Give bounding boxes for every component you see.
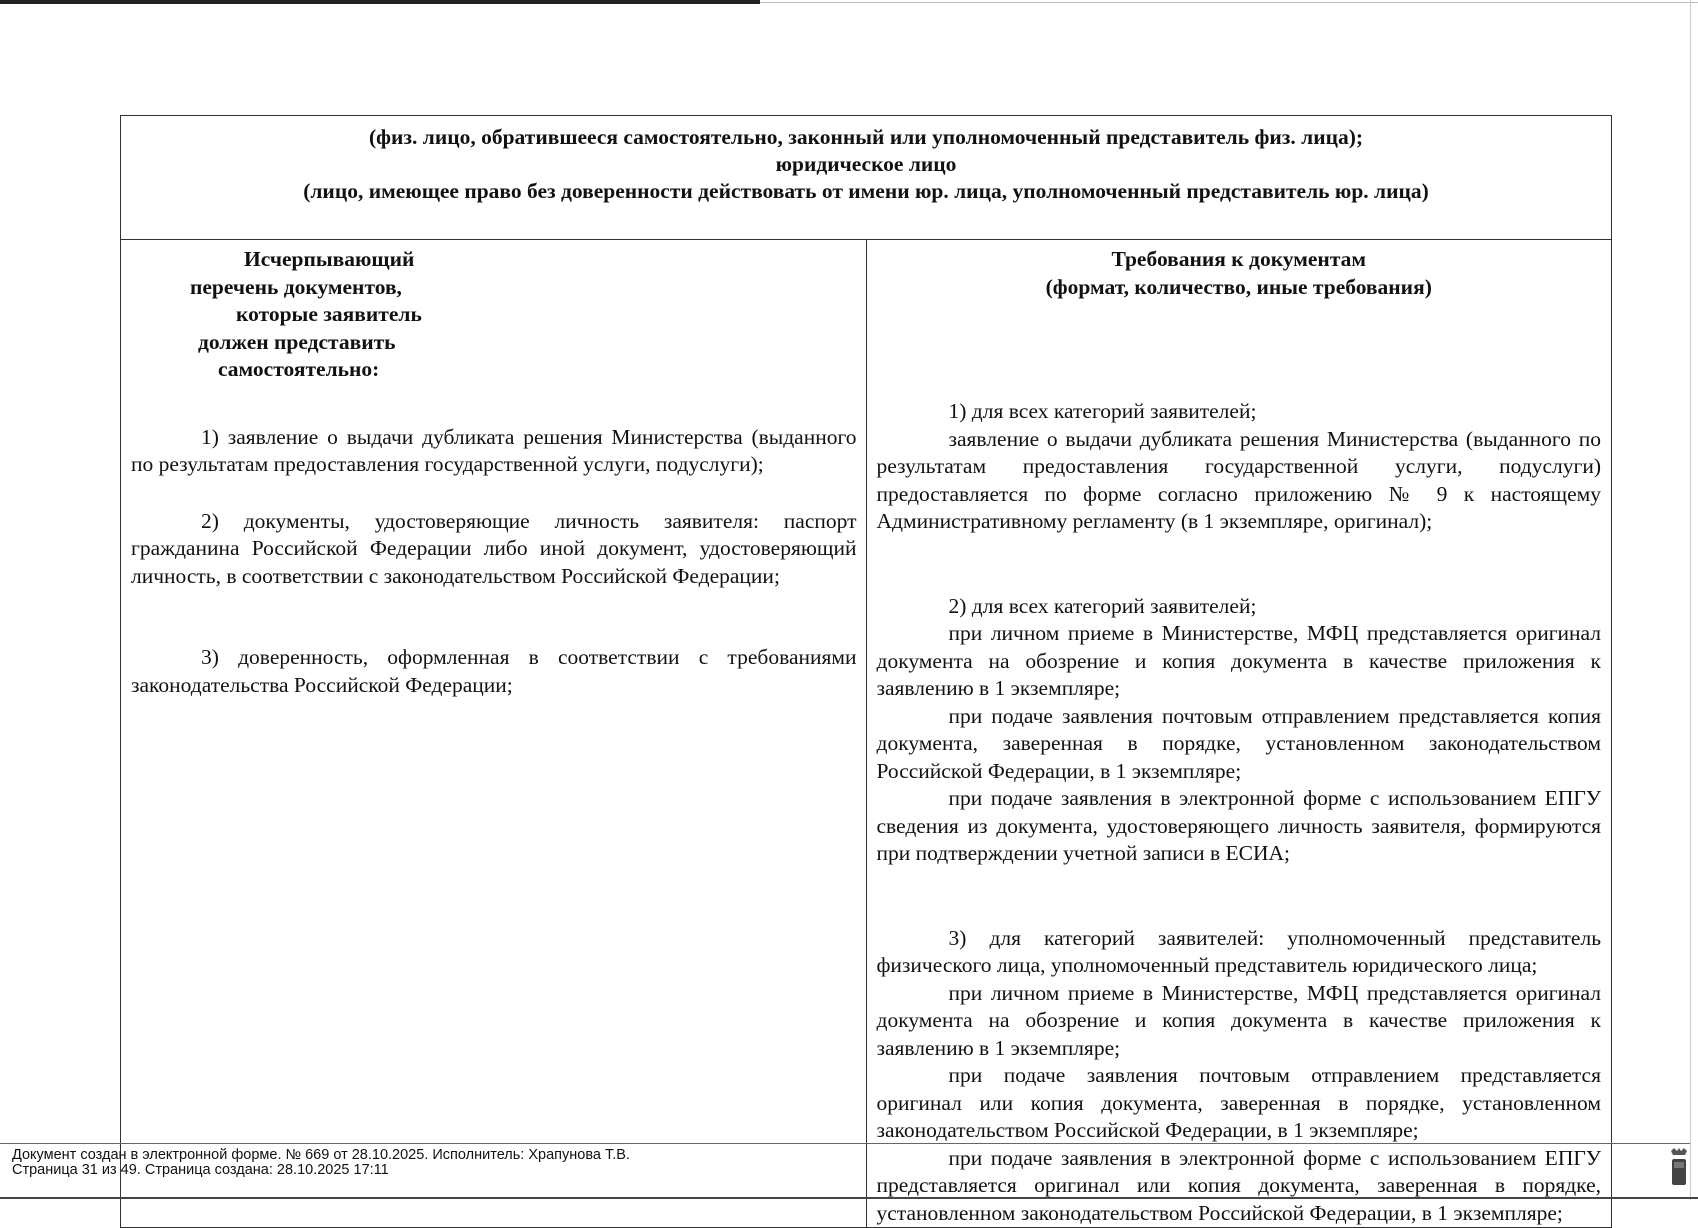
requirement-paragraph: при подаче заявления почтовым отправлением представляется оригинал или копия документа, заверенная в порядке, установленном законодательством Российской Федерации, в 1 экземпляре;	[876, 1063, 1601, 1142]
right-border-rule	[1690, 0, 1691, 1200]
title-line: которые заявитель	[236, 302, 422, 326]
document-footer	[12, 1148, 630, 1178]
requirement-block-1	[877, 398, 1602, 536]
title-line: должен представить	[198, 329, 396, 354]
table-body-row	[121, 240, 1612, 1228]
title-line: перечень документов,	[190, 274, 402, 299]
requirements-title-line-2: (формат, количество, иные требования)	[1045, 274, 1432, 299]
header-line-3: (лицо, имеющее право без доверенности действовать от имени юр. лица, уполномоченный представитель юр. лица)	[303, 179, 1429, 203]
requirements-title-line-1: Требования к документам	[1111, 247, 1367, 271]
requirement-paragraph: при личном приеме в Министерстве, МФЦ представляется оригинал документа на обозрение и копия документа в качестве приложения к заявлению в 1 экземпляре;	[876, 621, 1601, 700]
coat-of-arms-icon	[1668, 1147, 1690, 1187]
documents-list-title	[131, 246, 857, 384]
table-header-row	[121, 116, 1612, 240]
requirement-paragraph: 1) для всех категорий заявителей;	[948, 399, 1257, 423]
documents-list-cell	[121, 240, 867, 1228]
requirements-title	[877, 246, 1602, 301]
requirements-cell	[866, 240, 1612, 1228]
requirement-paragraph: заявление о выдачи дубликата решения Министерства (выданного по результатам предоставления государственной услуги, подуслуги) предоставляется по форме согласно приложению № 9 к настоящему Административному регламенту (в 1 экземпляре, оригинал);	[876, 426, 1601, 533]
header-line-2: юридическое лицо	[775, 152, 957, 176]
footer-line-1: Документ создан в электронной форме. № 669 от 28.10.2025. Исполнитель: Храпунова Т.В.	[12, 1147, 630, 1163]
requirement-paragraph: 2) для всех категорий заявителей;	[948, 593, 1257, 618]
document-item-2: 2) документы, удостоверяющие личность заявителя: паспорт гражданина Российской Федерации либо иной документ, удостоверяющий личность, в соответствии с законодательством Российской Федерации;	[131, 508, 857, 588]
requirement-block-2	[877, 593, 1602, 868]
requirement-paragraph: при подаче заявления в электронной форме с использованием ЕПГУ сведения из документа, удостоверяющего личность заявителя, формируются при подтверждении учетной записи в ЕСИА;	[876, 786, 1601, 865]
header-line-1: (физ. лицо, обратившееся самостоятельно, законный или уполномоченный представитель физ. лица);	[368, 125, 1364, 149]
applicant-category-cell	[121, 116, 1612, 240]
requirement-paragraph: при личном приеме в Министерстве, МФЦ представляется оригинал документа на обозрение и копия документа в качестве приложения к заявлению в 1 экземпляре;	[876, 980, 1601, 1060]
requirement-paragraph: при подаче заявления почтовым отправлением представляется копия документа, заверенная в порядке, установленном законодательством Российской Федерации, в 1 экземпляре;	[876, 703, 1601, 783]
footer-divider	[0, 1143, 1690, 1144]
title-line: Исчерпывающий	[244, 247, 415, 271]
requirement-paragraph: 3) для категорий заявителей: уполномоченный представитель физического лица, уполномоченный представитель юридического лица;	[876, 925, 1601, 977]
top-border-rule	[0, 0, 760, 4]
top-border-rule-thin	[760, 2, 1698, 3]
requirement-block-3	[877, 925, 1602, 1228]
title-line: самостоятельно:	[218, 357, 380, 381]
footer-line-2: Страница 31 из 49. Страница создана: 28.10.2025 17:11	[12, 1162, 389, 1178]
bottom-border-rule	[0, 1197, 1698, 1199]
requirement-paragraph: при подаче заявления в электронной форме с использованием ЕПГУ представляется оригинал или копия документа, заверенная в порядке, установленном законодательством Российской Федерации, в 1 экземпляре;	[876, 1145, 1601, 1225]
document-item-1: 1) заявление о выдачи дубликата решения Министерства (выданного по результатам предоставления государственной услуги, подуслуги);	[131, 424, 857, 476]
requirements-table	[120, 115, 1612, 1228]
document-item-3: 3) доверенность, оформленная в соответствии с требованиями законодательства Российской Федерации;	[131, 645, 857, 697]
